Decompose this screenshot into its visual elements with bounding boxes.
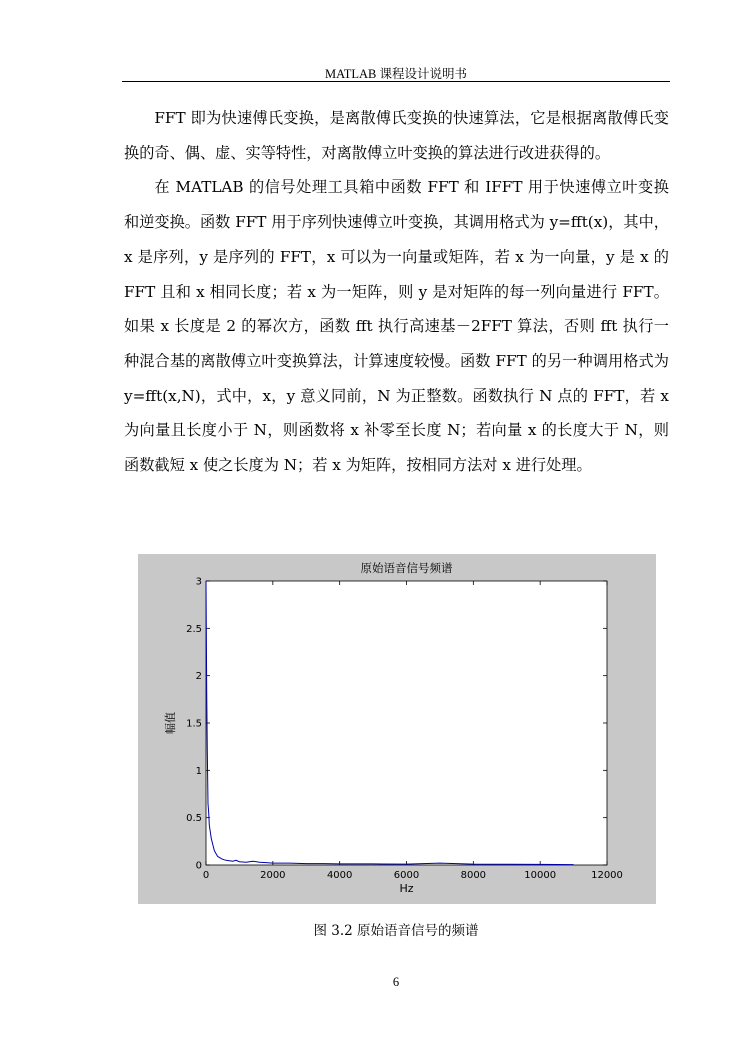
x-tick-label: 2000 [260,870,286,881]
page-number: 6 [392,975,400,989]
body-text [124,101,669,483]
spectrum-figure [138,554,656,904]
y-tick-label: 2.5 [186,623,202,635]
x-tick-label: 6000 [393,870,420,881]
y-tick-label: 0 [195,860,202,872]
page-header: MATLAB 课程设计说明书 [324,67,468,81]
y-tick-label: 1 [195,765,202,777]
y-tick-label: 1.5 [186,718,202,730]
x-axis-label: Hz [399,882,414,895]
x-tick-label: 8000 [460,870,487,881]
spectrum-chart [138,554,656,904]
header-rule [122,81,670,82]
x-tick-label: 10000 [524,870,557,881]
x-tick-label: 12000 [591,870,623,881]
paragraph-matlab-fft: 在 MATLAB 的信号处理工具箱中函数 FFT 和 IFFT 用于快速傅立叶变换和逆变换。函数 FFT 用于序列快速傅立叶变换，其调用格式为 y=fft(x)，其中，x 是序列，y 是序列的 FFT，x 可以为一向量或矩阵，若 x 为一向量，y 是 x 的 FFT 且和 x 相同长度；若 x 为一矩阵，则 y 是对矩阵的每一列向量进行 FFT。如果 x 长度是 2 的幂次方，函数 fft 执行高速基－2FFT 算法，否则 fft 执行一种混合基的离散傅立叶变换算法，计算速度较慢。函数 FFT 的另一种调用格式为 y=fft(x,N)，式中，x，y 意义同前，N 为正整数。函数执行 N 点的 FFT，若 x 为向量且长度小于 N，则函数将 x 补零至长度 N；若向量 x 的长度大于 N，则函数截短 x 使之长度为 N；若 x 为矩阵，按相同方法对 x 进行处理。 [124,178,669,475]
y-axis-label: 幅值 [164,712,177,734]
y-tick-label: 3 [195,576,202,588]
y-tick-label: 0.5 [186,813,202,825]
plot-area [206,581,607,865]
x-tick-label: 0 [202,870,210,881]
chart-title: 原始语音信号频谱 [360,561,453,575]
y-tick-label: 2 [195,671,202,683]
paragraph-fft-intro: FFT 即为快速傅氏变换，是离散傅氏变换的快速算法，它是根据离散傅氏变换的奇、偶、虚、实等特性，对离散傅立叶变换的算法进行改进获得的。 [124,109,669,162]
figure-caption: 图 3.2 原始语音信号的频谱 [313,923,479,939]
x-tick-label: 4000 [326,870,353,881]
